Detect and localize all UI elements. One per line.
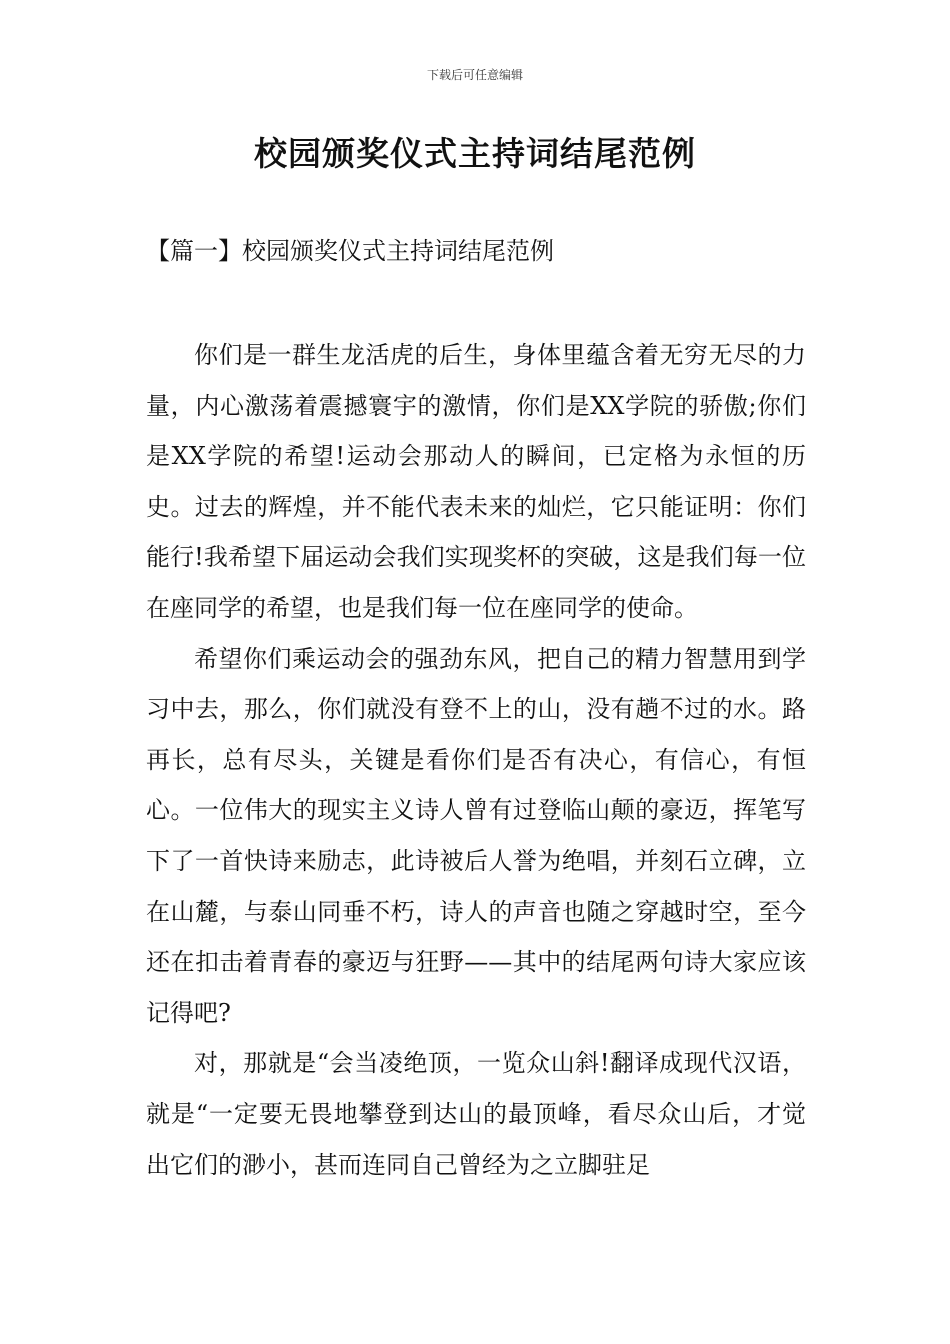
header-note: 下载后可任意编辑 [426, 68, 523, 82]
paragraph-2: 希望你们乘运动会的强劲东风，把自己的精力智慧用到学习中去，那么，你们就没有登不上的山，没有趟不过的水。路再长，总有尽头，关键是看你们是否有决心，有信心，有恒心。一位伟大的现实主义诗人曾有过登临山颠的豪迈，挥笔写下了一首快诗来励志，此诗被后人誉为绝唱，并刻石立碑，立在山麓，与泰山同垂不朽，诗人的声音也随之穿越时空，至今还在扣击着青春的豪迈与狂野——其中的结尾两句诗大家应该记得吧? [146, 644, 806, 1027]
paragraph-1: 你们是一群生龙活虎的后生，身体里蕴含着无穷无尽的力量，内心激荡着震撼寰宇的激情，你们是XX学院的骄傲;你们是XX学院的希望!运动会那动人的瞬间，已定格为永恒的历史。过去的辉煌，并不能代表未来的灿烂，它只能证明：你们能行!我希望下届运动会我们实现奖杯的突破，这是我们每一位在座同学的希望，也是我们每一位在座同学的使命。 [146, 341, 806, 622]
paragraph-3: 对，那就是“会当凌绝顶，一览众山斜!翻译成现代汉语，就是“一定要无畏地攀登到达山的最顶峰，看尽众山后，才觉出它们的渺小，甚而连同自己曾经为之立脚驻足 [146, 1049, 806, 1179]
document-title: 校园颁奖仪式主持词结尾范例 [254, 134, 696, 173]
section-heading: 【篇一】校园颁奖仪式主持词结尾范例 [146, 237, 554, 265]
body-text [146, 330, 806, 1190]
